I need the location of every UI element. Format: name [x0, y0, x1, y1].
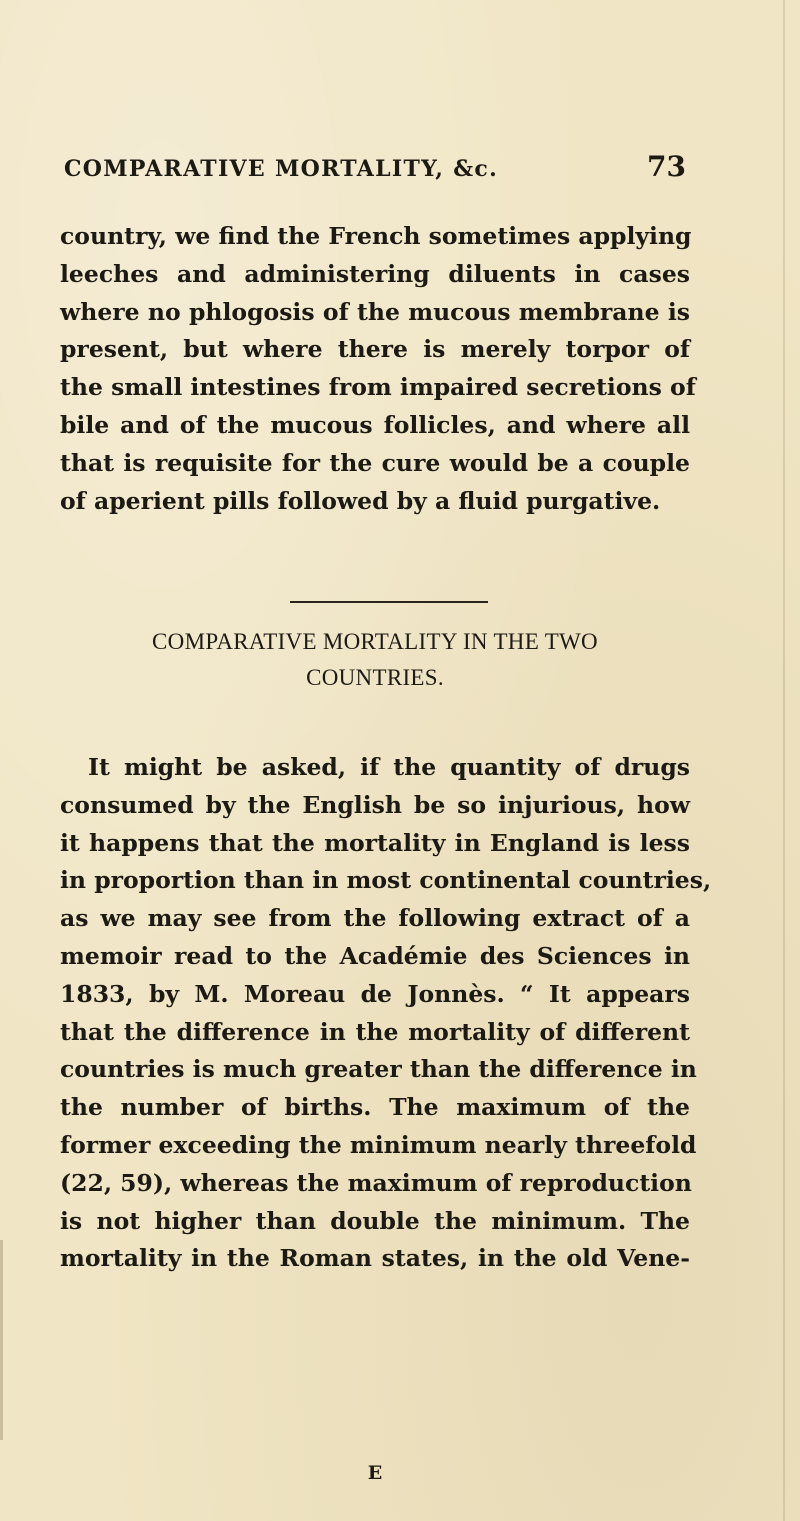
text-line: present, but where there is merely torpor of	[60, 335, 690, 364]
text-line: as we may see from the following extract of a	[60, 904, 690, 933]
text-line: bile and of the mucous follicles, and where all	[60, 410, 690, 439]
text-line: mortality in the Roman states, in the old Vene-	[60, 1244, 690, 1273]
text-line: former exceeding the minimum nearly threefold	[60, 1130, 697, 1159]
section-heading-line: COUNTRIES.	[306, 665, 444, 690]
page-edge-mark	[0, 1240, 3, 1440]
text-line: It might be asked, if the quantity of drugs	[88, 753, 690, 781]
text-line: in proportion than in most continental countries,	[60, 866, 712, 895]
page-header	[64, 150, 686, 194]
section-heading-line: COMPARATIVE MORTALITY IN THE TWO	[152, 629, 598, 654]
text-line: the small intestines from impaired secretions of	[60, 373, 696, 402]
text-line: country, we find the French sometimes applying	[60, 222, 692, 250]
text-line: of aperient pills followed by a fluid purgative.	[60, 486, 661, 515]
text-line: where no phlogosis of the mucous membrane is	[60, 297, 690, 326]
text-line: that the difference in the mortality of different	[60, 1017, 690, 1046]
signature-mark: E	[367, 1462, 383, 1484]
text-line: the number of births. The maximum of the	[60, 1093, 690, 1122]
text-line: that is requisite for the cure would be a couple	[60, 448, 690, 477]
text-line: memoir read to the Académie des Sciences in	[60, 941, 690, 970]
text-line: leeches and administering diluents in cases	[60, 259, 690, 288]
page-number: 73	[647, 150, 686, 183]
running-head: COMPARATIVE MORTALITY, &c.	[64, 156, 499, 182]
text-line: countries is much greater than the difference in	[60, 1055, 697, 1084]
paragraph-purgatives	[60, 218, 696, 520]
text-line: 1833, by M. Moreau de Jonnès. “ It appears	[60, 979, 690, 1008]
page-edge-shadow	[783, 0, 785, 1521]
text-line: it happens that the mortality in England is less	[60, 828, 690, 857]
section-divider-rule	[290, 601, 488, 603]
text-line: is not higher than double the minimum. The	[60, 1206, 690, 1235]
paragraph-mortality	[60, 749, 712, 1278]
text-line: consumed by the English be so injurious, how	[60, 790, 690, 819]
section-heading	[60, 624, 690, 696]
text-line: (22, 59), whereas the maximum of reproduction	[60, 1168, 692, 1197]
